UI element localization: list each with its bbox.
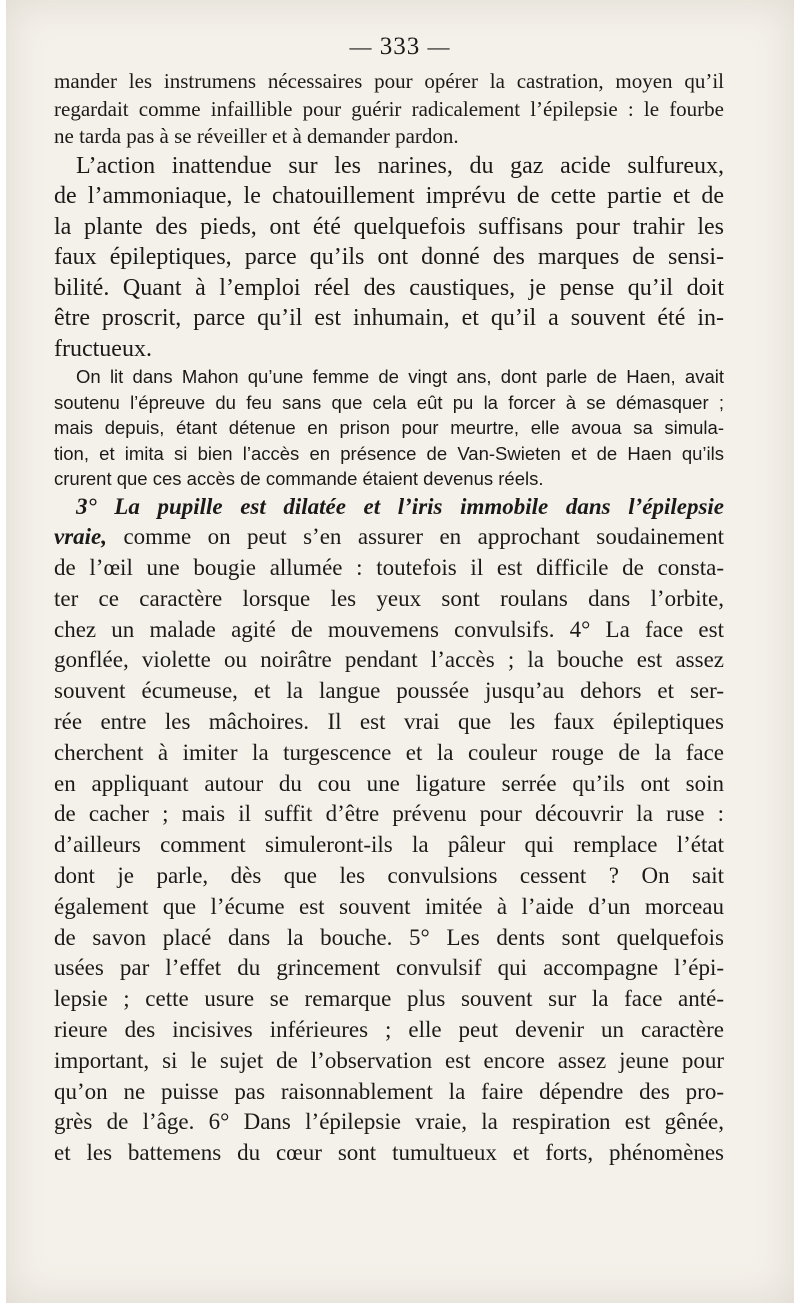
text-line: dont je parle, dès que les convulsions cessent ? On sait [54, 863, 724, 889]
note-line: tion, et imita si bien l’accès en présence de Van-Swieten et de Haen qu’ils [54, 442, 724, 464]
text-line: de l’œil une bougie allumée : toutefois il est difficile de consta- [54, 555, 724, 581]
text-line: souvent écumeuse, et la langue poussée jusqu’au dehors et ser- [54, 678, 724, 704]
text-line: rée entre les mâchoires. Il est vrai que les faux épileptiques [54, 709, 724, 735]
note-paragraph [54, 364, 724, 492]
text-line: ne tarda pas à se réveiller et à demander pardon. [54, 124, 459, 148]
page-number: 333 [379, 33, 421, 60]
text-run: comme on peut s’en assurer en approchant soudainement [107, 524, 724, 550]
text-line: et les battemens du cœur sont tumultueux et forts, phénomènes [54, 1140, 724, 1166]
header-dash-left: — [349, 34, 373, 59]
text-line: regardait comme infaillible pour guérir radicalement l’épilepsie : le fourbe [54, 96, 724, 121]
text-line [54, 492, 724, 523]
text-line: bilité. Quant à l’emploi réel des caustiques, je pense qu’il doit [54, 274, 724, 301]
italic-heading-end: vraie, [54, 524, 108, 550]
text-line: faux épileptiques, parce qu’ils ont donné des marques de sensi- [54, 244, 724, 270]
text-line: grès de l’âge. 6° Dans l’épilepsie vraie, la respiration est gênée, [54, 1109, 724, 1135]
page-body [54, 68, 724, 1169]
text-line: de cacher ; mais il suffit d’être prévenu pour découvrir la ruse : [54, 801, 724, 827]
text-line: usées par l’effet du grincement convulsif qui accompagne l’épi- [54, 955, 724, 981]
text-line: en appliquant autour du cou une ligature serrée qu’ils ont soin [54, 770, 724, 796]
note-line: On lit dans Mahon qu’une femme de vingt ans, dont parle de Haen, avait [76, 366, 724, 387]
text-line: qu’on ne puisse pas raisonnablement la faire dépendre des pro- [54, 1078, 724, 1104]
text-line: fructueux. [54, 335, 152, 362]
text-line: important, si le sujet de l’observation est encore assez jeune pour [54, 1047, 724, 1073]
text-line: d’ailleurs comment simuleront-ils la pâleur qui remplace l’état [54, 832, 724, 858]
note-line: mais depuis, étant détenue en prison pour meurtre, elle avoua sa simula- [54, 417, 724, 438]
italic-heading: 3° La pupille est dilatée et l’iris immobile dans l’épilepsie [76, 493, 724, 519]
text-line: cherchent à imiter la turgescence et la couleur rouge de la face [54, 739, 724, 765]
note-line: crurent que ces accès de commande étaient devenus réels. [54, 468, 544, 489]
text-line: de l’ammoniaque, le chatouillement imprévu de cette partie et de [54, 183, 724, 209]
paragraph-signs [54, 492, 724, 1170]
text-line: chez un malade agité de mouvemens convulsifs. 4° La face est [54, 616, 724, 642]
text-line: ter ce caractère lorsque les yeux sont roulans dans l’orbite, [54, 585, 724, 611]
text-line [54, 522, 724, 553]
text-line: la plante des pieds, ont été quelquefois suffisans pour trahir les [54, 213, 724, 240]
note-line: soutenu l’épreuve du feu sans que cela eût pu la forcer à se démasquer ; [54, 391, 724, 413]
page-header [0, 33, 800, 61]
paragraph-action [54, 151, 724, 365]
text-line: être proscrit, parce qu’il est inhumain, et qu’il a souvent été in- [54, 305, 724, 331]
text-line: de savon placé dans la bouche. 5° Les dents sont quelquefois [54, 924, 724, 950]
text-line: mander les instrumens nécessaires pour opérer la castration, moyen qu’il [54, 69, 724, 93]
text-line: rieure des incisives inférieures ; elle peut devenir un caractère [54, 1017, 724, 1043]
text-line: lepsie ; cette usure se remarque plus souvent sur la face anté- [54, 986, 724, 1012]
text-line: également que l’écume est souvent imitée à l’aide d’un morceau [54, 893, 724, 919]
text-line: L’action inattendue sur les narines, du gaz acide sulfureux, [76, 152, 724, 179]
paragraph-continuation [54, 68, 724, 151]
text-line: gonflée, violette ou noirâtre pendant l’accès ; la bouche est assez [54, 647, 724, 673]
header-dash-right: — [427, 34, 451, 59]
